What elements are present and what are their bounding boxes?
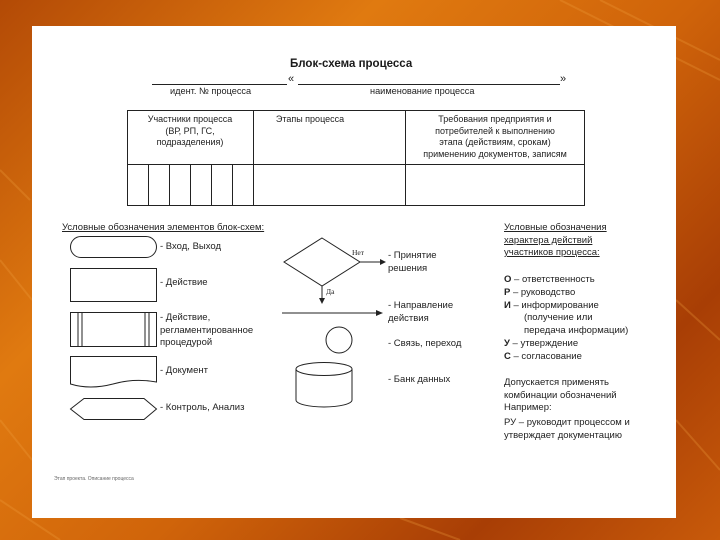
- predefined-process-label: [160, 312, 253, 350]
- action-code: Р: [504, 287, 511, 298]
- participants-header: [129, 114, 251, 149]
- table-divider: [232, 164, 233, 205]
- predefined-process-shape: [70, 312, 160, 350]
- action-text: – ответственность: [511, 274, 595, 285]
- actions-title-line: участников процесса:: [504, 247, 600, 258]
- document-label: - Документ: [160, 365, 208, 376]
- name-underline: [298, 84, 560, 85]
- info-detail-line: передача информации): [524, 324, 629, 336]
- actions-title-line: характера действий: [504, 234, 593, 246]
- example-line: утверждает документацию: [504, 430, 622, 441]
- action-text: – руководство: [510, 287, 576, 298]
- table-divider: [148, 164, 149, 205]
- terminator-shape: [70, 236, 160, 262]
- decision-label: [388, 250, 437, 275]
- requirements-header-line: этапа (действиям, срокам): [439, 137, 551, 147]
- decision-diamond: [282, 236, 392, 306]
- table-divider: [253, 110, 254, 205]
- combination-note-line: Допускается применять: [504, 377, 609, 388]
- participants-header-line: (ВР, РП, ГС,: [165, 125, 215, 136]
- quote-close: »: [560, 73, 567, 85]
- action-approval: [504, 338, 578, 351]
- combination-note: [504, 377, 617, 415]
- action-code: О: [504, 274, 512, 285]
- document-shape: [70, 356, 160, 392]
- database-label: - Банк данных: [388, 374, 451, 385]
- connector-label: - Связь, переход: [388, 338, 462, 349]
- requirements-header-line: применению документов, записям: [423, 148, 567, 159]
- page-title: Блок-схема процесса: [290, 58, 413, 70]
- decision-yes-label: Да: [326, 287, 335, 296]
- actions-title: [504, 222, 607, 260]
- ident-underline: [152, 84, 287, 85]
- action-responsibility: [504, 274, 595, 287]
- example-line: РУ – руководит процессом и: [504, 417, 630, 428]
- arrow-label-line: - Направление: [388, 300, 454, 311]
- page-footer: Этап проекта. Описание процесса: [54, 476, 134, 482]
- action-text: – утверждение: [509, 338, 579, 349]
- table-divider: [190, 164, 191, 205]
- action-text: – согласование: [510, 351, 582, 362]
- table-divider: [405, 110, 406, 205]
- document-page: [32, 26, 676, 518]
- stages-header: Этапы процесса: [275, 114, 345, 124]
- legend-title: Условные обозначения элементов блок-схем:: [62, 222, 265, 233]
- table-divider: [169, 164, 170, 205]
- info-detail-line: (получение или: [524, 312, 593, 323]
- ident-label: идент. № процесса: [170, 86, 252, 96]
- requirements-header: [407, 114, 583, 160]
- participants-header-line: Участники процесса: [147, 114, 233, 124]
- requirements-header-line: Требования предприятия и: [438, 114, 552, 124]
- requirements-header-line: потребителей к выполнению: [435, 125, 555, 136]
- info-detail: [524, 312, 628, 337]
- table-divider: [127, 164, 584, 165]
- direction-arrow: [282, 307, 392, 319]
- quote-open: «: [288, 73, 295, 85]
- decision-no-label: Нет: [352, 248, 365, 257]
- action-code: И: [504, 300, 511, 311]
- actions-title-line: Условные обозначения: [504, 222, 607, 233]
- arrow-label-line: действия: [388, 312, 429, 324]
- decision-label-line: - Принятие: [388, 250, 437, 261]
- action-informing: [504, 300, 599, 313]
- name-label: наименование процесса: [370, 86, 475, 96]
- process-label: - Действие: [160, 277, 208, 288]
- terminator-label: - Вход, Выход: [160, 241, 221, 252]
- predefined-process-label-line: регламентированное: [160, 324, 254, 336]
- action-agreement: [504, 351, 582, 364]
- action-management: [504, 287, 575, 300]
- arrow-label: [388, 300, 453, 325]
- hexagon-label: - Контроль, Анализ: [160, 402, 245, 413]
- combination-note-line: Например:: [504, 402, 552, 413]
- hexagon-shape: [70, 398, 160, 424]
- action-text: – информирование: [510, 300, 599, 311]
- database-cylinder: [295, 362, 357, 410]
- process-rectangle: [70, 268, 160, 304]
- combination-note-line: комбинации обозначений: [504, 389, 617, 401]
- predefined-process-label-line: процедурой: [160, 337, 213, 348]
- connector-circle: [325, 326, 355, 356]
- action-code: У: [504, 338, 510, 349]
- table-divider: [211, 164, 212, 205]
- participants-header-line: подразделения): [156, 137, 224, 147]
- predefined-process-label-line: - Действие,: [160, 312, 211, 323]
- action-code: С: [504, 351, 511, 362]
- decision-label-line: решения: [388, 262, 428, 274]
